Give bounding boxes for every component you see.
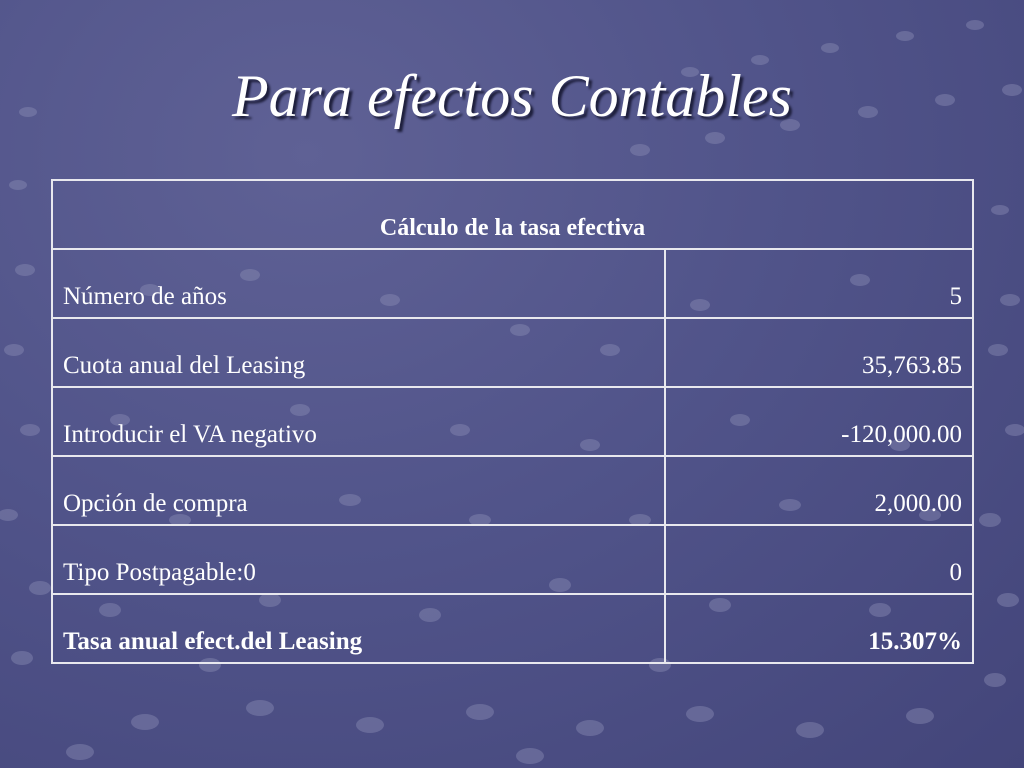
table-row <box>52 387 973 456</box>
row-label-payment-type: Tipo Postpagable:0 <box>52 525 665 594</box>
row-label-annual-payment: Cuota anual del Leasing <box>52 318 665 387</box>
table-row <box>52 525 973 594</box>
table-header: Cálculo de la tasa efectiva <box>52 180 973 249</box>
row-value-effective-rate: 15.307% <box>665 594 973 663</box>
table-header-row <box>52 180 973 249</box>
row-value-payment-type: 0 <box>665 525 973 594</box>
row-label-purchase-option: Opción de compra <box>52 456 665 525</box>
row-label-years: Número de años <box>52 249 665 318</box>
calculation-table-container <box>51 179 974 664</box>
row-value-purchase-option: 2,000.00 <box>665 456 973 525</box>
row-value-annual-payment: 35,763.85 <box>665 318 973 387</box>
effective-rate-table <box>51 179 974 664</box>
row-label-present-value: Introducir el VA negativo <box>52 387 665 456</box>
table-row <box>52 456 973 525</box>
table-row <box>52 249 973 318</box>
table-row <box>52 318 973 387</box>
row-label-effective-rate: Tasa anual efect.del Leasing <box>52 594 665 663</box>
row-value-years: 5 <box>665 249 973 318</box>
slide-title: Para efectos Contables <box>232 63 792 129</box>
table-total-row <box>52 594 973 663</box>
row-value-present-value: -120,000.00 <box>665 387 973 456</box>
